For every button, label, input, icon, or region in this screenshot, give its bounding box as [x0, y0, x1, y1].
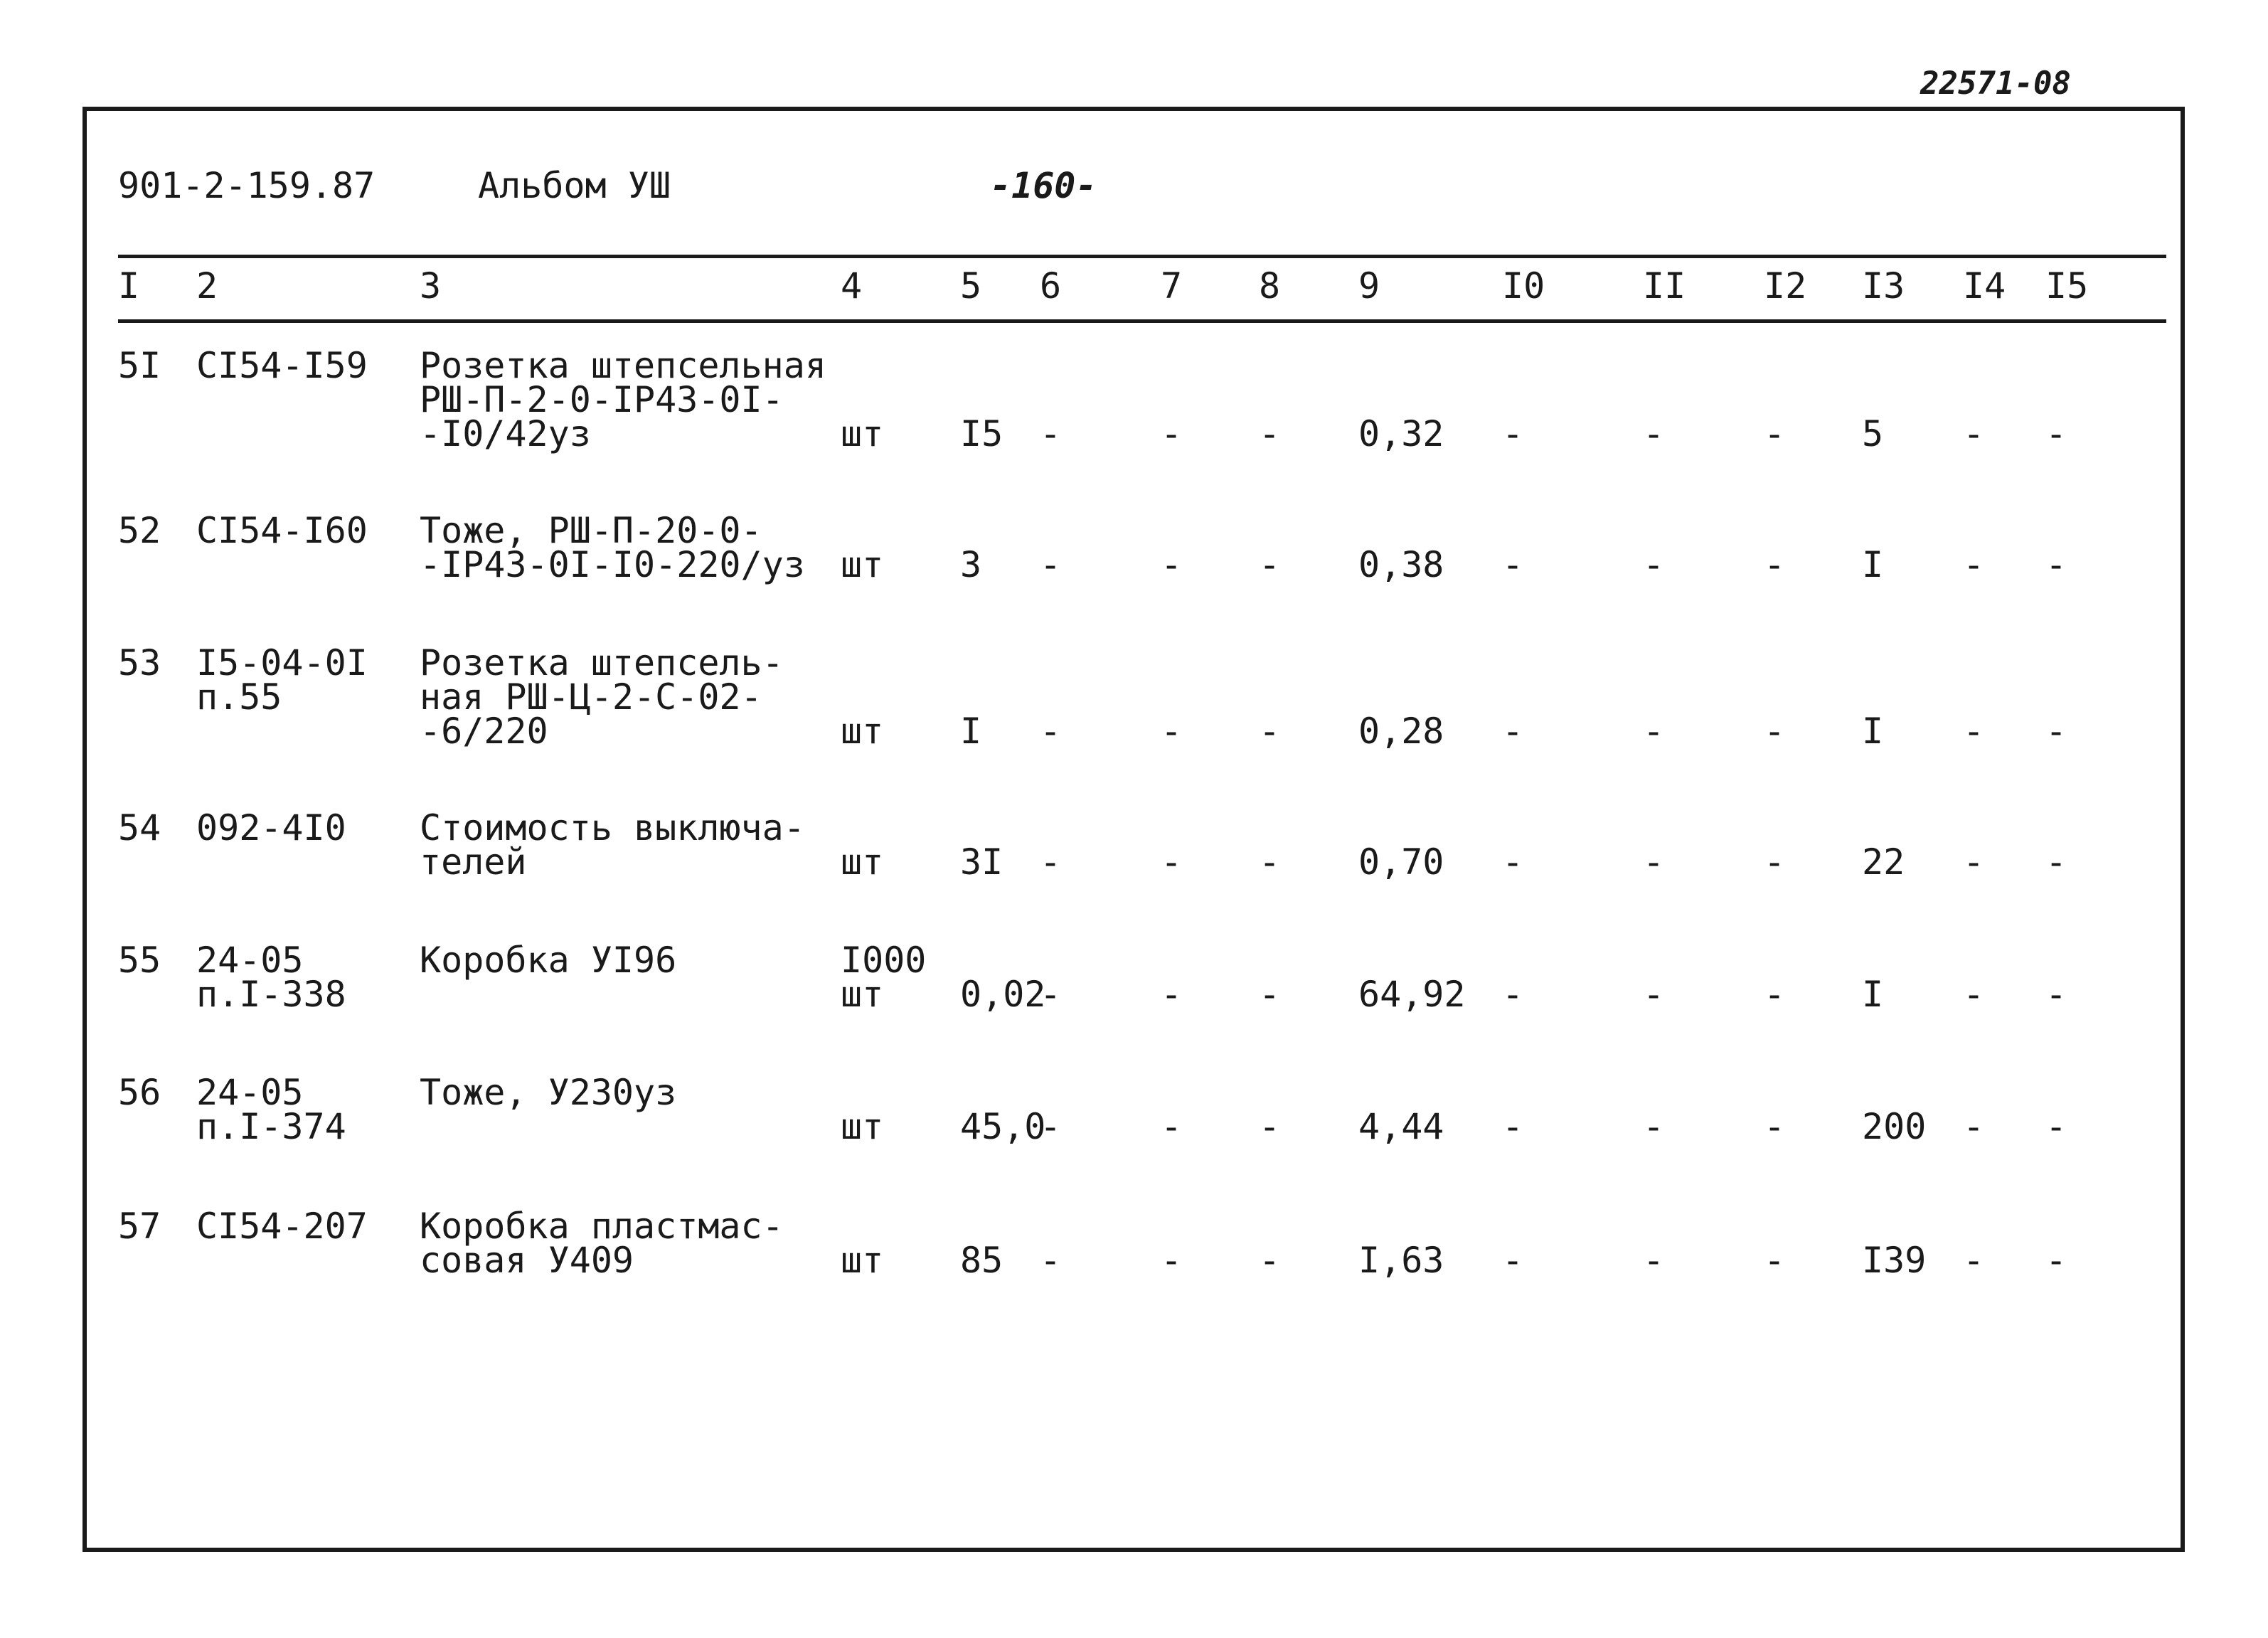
- row-5I-col-6: -: [1040, 413, 1062, 454]
- row-56-col-4: шт: [841, 1106, 884, 1147]
- row-55-col-8: -: [1259, 974, 1281, 1015]
- row-56-col-15: -: [2045, 1106, 2067, 1147]
- row-55-col-3: Коробка УI96: [420, 940, 677, 981]
- table-top-rule: [118, 255, 2166, 258]
- row-54-col-10: -: [1502, 841, 1524, 883]
- row-55-col-12: -: [1764, 974, 1786, 1015]
- row-57-col-10: -: [1502, 1240, 1524, 1281]
- row-53-col-2: I5-04-0I п.55: [196, 642, 368, 718]
- row-54-col-6: -: [1040, 841, 1062, 883]
- row-57-col-7: -: [1161, 1240, 1183, 1281]
- row-52-col-7: -: [1161, 544, 1183, 585]
- row-52-col-1: 52: [118, 510, 161, 551]
- row-54-col-9: 0,70: [1358, 841, 1444, 883]
- row-5I-col-14: -: [1963, 413, 1985, 454]
- row-5I-col-15: -: [2045, 413, 2067, 454]
- row-55-col-9: 64,92: [1358, 974, 1466, 1015]
- row-56-col-1: 56: [118, 1072, 161, 1113]
- row-5I-col-7: -: [1161, 413, 1183, 454]
- row-57-col-9: I,63: [1358, 1240, 1444, 1281]
- row-53-col-1: 53: [118, 642, 161, 684]
- row-52-col-5: 3: [960, 544, 982, 585]
- row-57-col-14: -: [1963, 1240, 1985, 1281]
- column-header-4: 4: [841, 265, 863, 307]
- column-header-11: II: [1643, 265, 1686, 307]
- row-57-col-8: -: [1259, 1240, 1281, 1281]
- row-55-col-6: -: [1040, 974, 1062, 1015]
- row-54-col-2: 092-4I0: [196, 807, 346, 849]
- row-52-col-2: CI54-I60: [196, 510, 368, 551]
- row-53-col-13: I: [1862, 711, 1884, 752]
- row-55-col-11: -: [1643, 974, 1665, 1015]
- row-53-col-7: -: [1161, 711, 1183, 752]
- row-56-col-10: -: [1502, 1106, 1524, 1147]
- row-53-col-15: -: [2045, 711, 2067, 752]
- row-54-col-8: -: [1259, 841, 1281, 883]
- row-5I-col-12: -: [1764, 413, 1786, 454]
- row-5I-col-9: 0,32: [1358, 413, 1444, 454]
- row-56-col-11: -: [1643, 1106, 1665, 1147]
- document-code: 901-2-159.87: [118, 165, 376, 206]
- row-55-col-7: -: [1161, 974, 1183, 1015]
- column-header-3: 3: [420, 265, 442, 307]
- row-5I-col-10: -: [1502, 413, 1524, 454]
- row-57-col-5: 85: [960, 1240, 1003, 1281]
- row-53-col-3: Розетка штепсель- ная РШ-Ц-2-С-02- -6/220: [420, 642, 784, 752]
- row-56-col-5: 45,0: [960, 1106, 1046, 1147]
- row-54-col-1: 54: [118, 807, 161, 849]
- row-56-col-12: -: [1764, 1106, 1786, 1147]
- row-52-col-11: -: [1643, 544, 1665, 585]
- row-5I-col-8: -: [1259, 413, 1281, 454]
- row-54-col-15: -: [2045, 841, 2067, 883]
- row-54-col-12: -: [1764, 841, 1786, 883]
- row-56-col-2: 24-05 п.I-374: [196, 1072, 346, 1147]
- row-56-col-6: -: [1040, 1106, 1062, 1147]
- row-54-col-3: Стоимость выключа- телей: [420, 807, 805, 883]
- row-55-col-1: 55: [118, 940, 161, 981]
- row-53-col-5: I: [960, 711, 982, 752]
- row-53-col-10: -: [1502, 711, 1524, 752]
- row-55-col-14: -: [1963, 974, 1985, 1015]
- column-header-15: I5: [2045, 265, 2089, 307]
- row-53-col-9: 0,28: [1358, 711, 1444, 752]
- row-57-col-2: CI54-207: [196, 1206, 368, 1247]
- row-56-col-13: 200: [1862, 1106, 1927, 1147]
- row-52-col-14: -: [1963, 544, 1985, 585]
- row-53-col-12: -: [1764, 711, 1786, 752]
- row-52-col-12: -: [1764, 544, 1786, 585]
- row-53-col-6: -: [1040, 711, 1062, 752]
- row-55-col-4: I000 шт: [841, 940, 927, 1015]
- row-57-col-6: -: [1040, 1240, 1062, 1281]
- row-53-col-8: -: [1259, 711, 1281, 752]
- row-54-col-5: 3I: [960, 841, 1003, 883]
- row-53-col-14: -: [1963, 711, 1985, 752]
- row-57-col-4: шт: [841, 1240, 884, 1281]
- column-header-1: I: [118, 265, 140, 307]
- row-56-col-14: -: [1963, 1106, 1985, 1147]
- row-53-col-4: шт: [841, 711, 884, 752]
- column-header-12: I2: [1764, 265, 1807, 307]
- row-5I-col-2: CI54-I59: [196, 345, 368, 386]
- row-54-col-13: 22: [1862, 841, 1905, 883]
- row-5I-col-1: 5I: [118, 345, 161, 386]
- row-5I-col-11: -: [1643, 413, 1665, 454]
- row-52-col-10: -: [1502, 544, 1524, 585]
- row-5I-col-13: 5: [1862, 413, 1884, 454]
- row-52-col-9: 0,38: [1358, 544, 1444, 585]
- column-header-10: I0: [1502, 265, 1545, 307]
- row-5I-col-5: I5: [960, 413, 1003, 454]
- row-54-col-14: -: [1963, 841, 1985, 883]
- row-57-col-1: 57: [118, 1206, 161, 1247]
- row-55-col-13: I: [1862, 974, 1884, 1015]
- row-57-col-13: I39: [1862, 1240, 1927, 1281]
- column-header-5: 5: [960, 265, 982, 307]
- row-57-col-3: Коробка пластмас- совая У409: [420, 1206, 784, 1281]
- column-header-2: 2: [196, 265, 218, 307]
- row-52-col-6: -: [1040, 544, 1062, 585]
- column-header-7: 7: [1161, 265, 1183, 307]
- row-5I-col-4: шт: [841, 413, 884, 454]
- document-stamp: 22571-08: [1920, 65, 2071, 102]
- row-57-col-11: -: [1643, 1240, 1665, 1281]
- row-56-col-7: -: [1161, 1106, 1183, 1147]
- column-header-8: 8: [1259, 265, 1281, 307]
- row-53-col-11: -: [1643, 711, 1665, 752]
- row-54-col-11: -: [1643, 841, 1665, 883]
- row-54-col-7: -: [1161, 841, 1183, 883]
- row-55-col-2: 24-05 п.I-338: [196, 940, 346, 1015]
- page-frame: [82, 107, 2185, 1552]
- page-number: -160-: [990, 165, 1097, 206]
- album-label: Альбом УШ: [478, 165, 671, 206]
- row-56-col-3: Тоже, У230уз: [420, 1072, 677, 1113]
- row-55-col-15: -: [2045, 974, 2067, 1015]
- row-56-col-9: 4,44: [1358, 1106, 1444, 1147]
- row-52-col-8: -: [1259, 544, 1281, 585]
- row-52-col-15: -: [2045, 544, 2067, 585]
- row-54-col-4: шт: [841, 841, 884, 883]
- column-header-14: I4: [1963, 265, 2006, 307]
- column-header-13: I3: [1862, 265, 1905, 307]
- row-52-col-3: Тоже, РШ-П-20-0- -IP43-0I-I0-220/уз: [420, 510, 805, 585]
- row-56-col-8: -: [1259, 1106, 1281, 1147]
- row-57-col-15: -: [2045, 1240, 2067, 1281]
- row-55-col-10: -: [1502, 974, 1524, 1015]
- row-57-col-12: -: [1764, 1240, 1786, 1281]
- table-header-rule: [118, 319, 2166, 323]
- column-header-6: 6: [1040, 265, 1062, 307]
- row-52-col-13: I: [1862, 544, 1884, 585]
- row-5I-col-3: Розетка штепсельная РШ-П-2-0-IP43-0I- -I0/42уз: [420, 345, 826, 454]
- row-52-col-4: шт: [841, 544, 884, 585]
- row-55-col-5: 0,02: [960, 974, 1046, 1015]
- column-header-9: 9: [1358, 265, 1380, 307]
